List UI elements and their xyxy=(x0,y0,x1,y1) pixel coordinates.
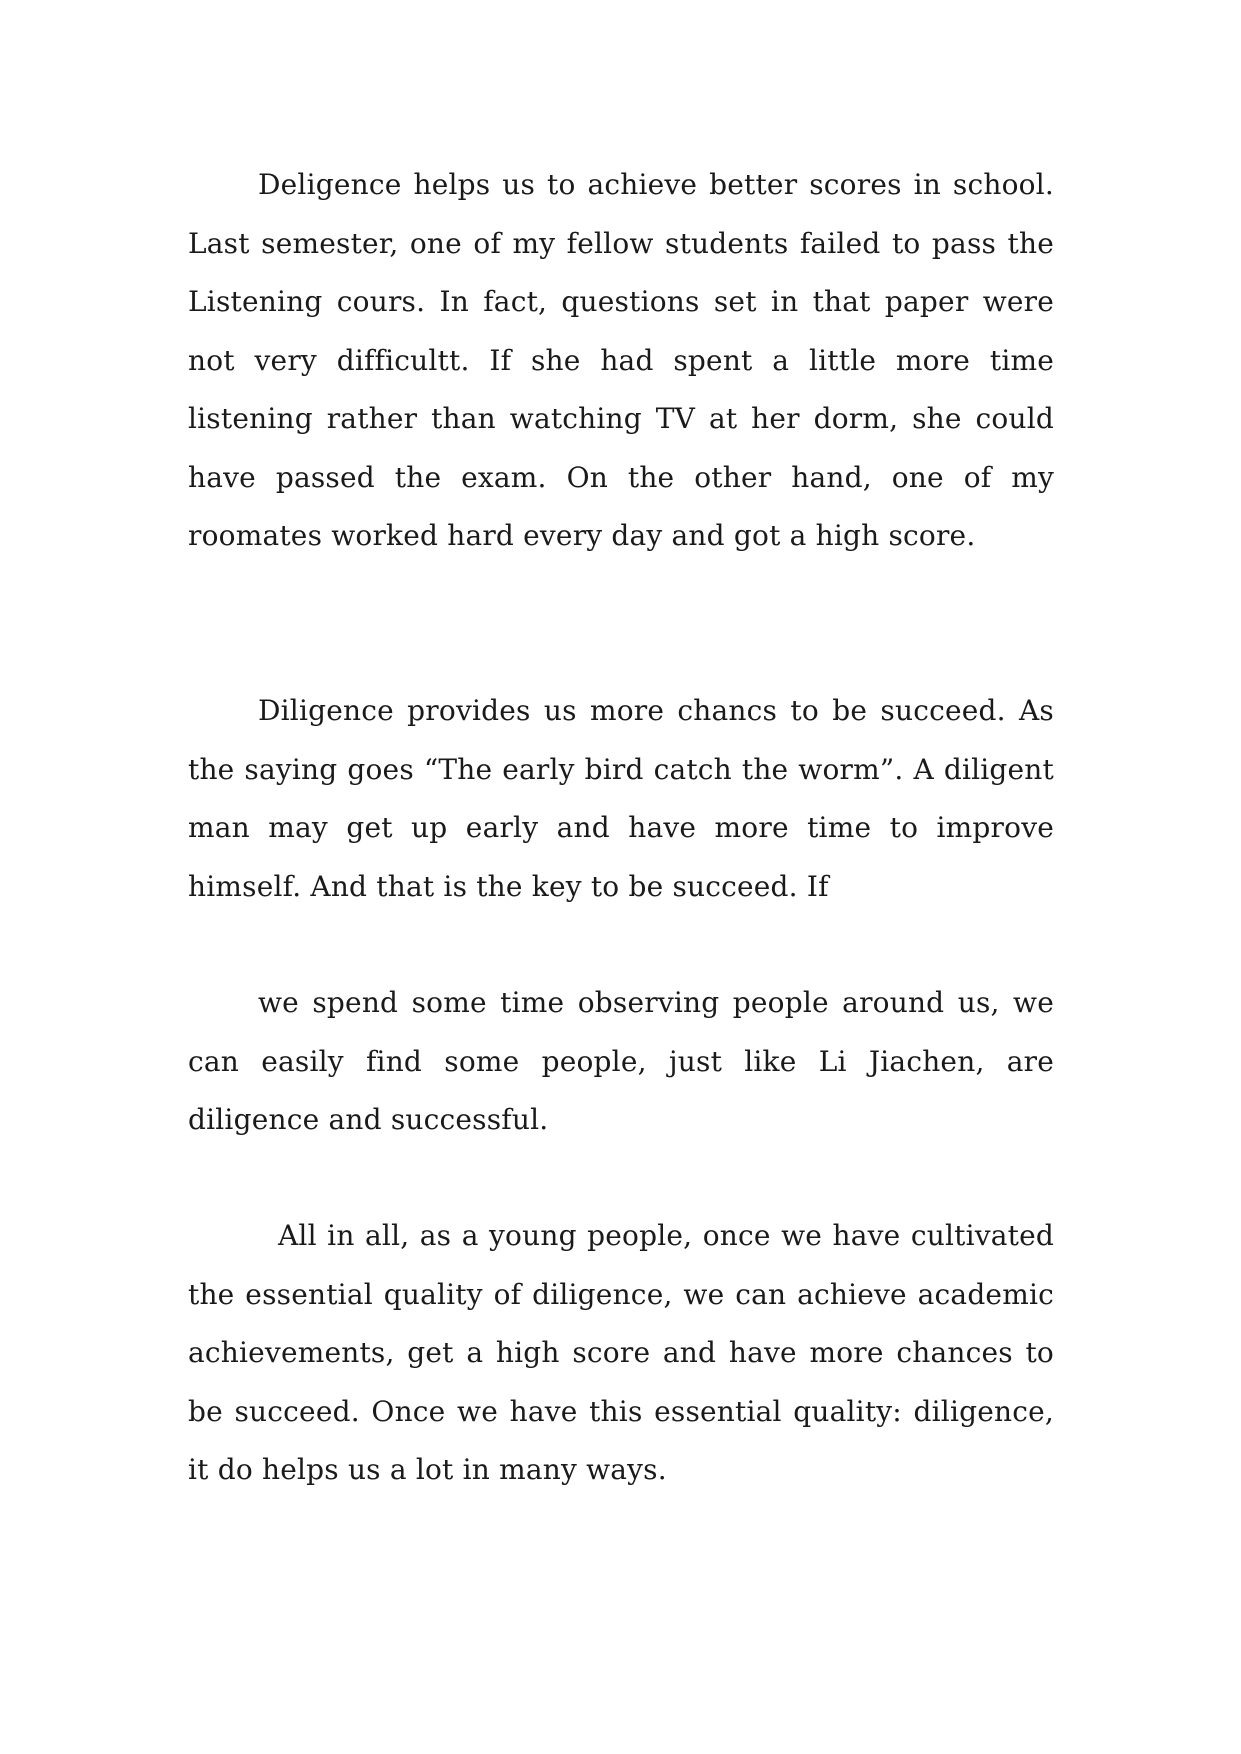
paragraph-observing-people: we spend some time observing people around us, we can easily find some people, just like Li Jiachen, are diligence and successful. xyxy=(188,986,1054,1136)
paragraph-diligence-chances: Diligence provides us more chancs to be succeed. As the saying goes “The early bird catch the worm”. A diligent man may get up early and have more time to improve himself. And that is the key to be succeed. If xyxy=(188,694,1054,903)
paragraph-diligence-scores: Deligence helps us to achieve better scores in school. Last semester, one of my fellow students failed to pass the Listening cours. In fact, questions set in that paper were not very difficultt. If she had spent a little more time listening rather than watching TV at her dorm, she could have passed the exam. On the other hand, one of my roomates worked hard every day and got a high score. xyxy=(188,168,1054,552)
paragraph-conclusion: All in all, as a young people, once we have cultivated the essential quality of diligence, we can achieve academic achievements, get a high score and have more chances to be succeed. Once we have this essential quality: diligence, it do helps us a lot in many ways. xyxy=(188,1219,1054,1486)
